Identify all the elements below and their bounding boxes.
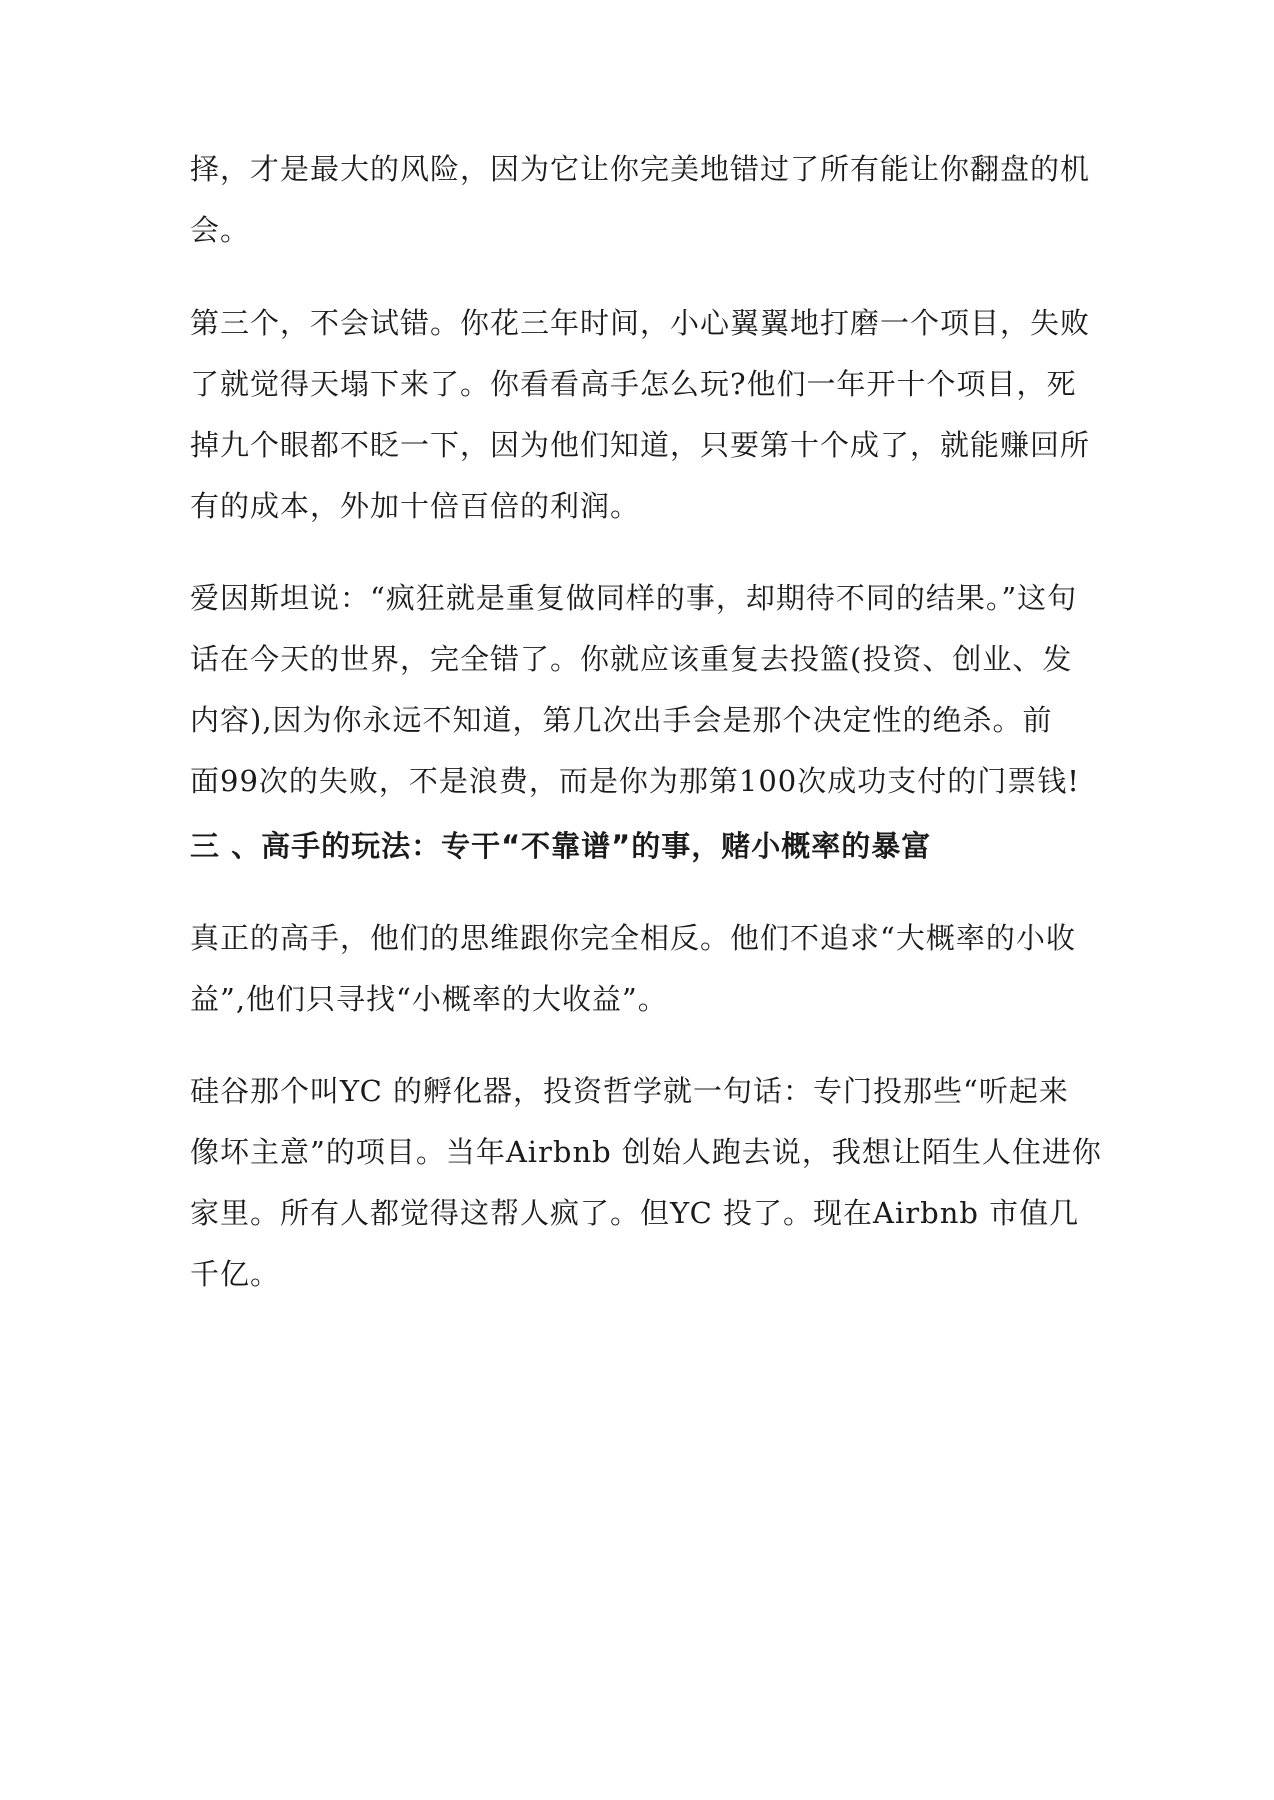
paragraph-1-line-1: 择，才是最大的风险，因为它让你完美地错过了所有能让你翻盘的机: [190, 152, 1091, 186]
paragraph-3-line-2: 话在今天的世界，完全错了。你就应该重复去投篮(投资、创业、发: [190, 642, 1073, 676]
paragraph-4-line-2: 益”,他们只寻找“小概率的大收益”。: [190, 982, 668, 1016]
paragraph-3-line-4: 面99次的失败，不是浪费，而是你为那第100次成功支付的门票钱!: [190, 764, 1080, 798]
paragraph-3-line-1: 爱因斯坦说：“疯狂就是重复做同样的事，却期待不同的结果。”这句: [190, 581, 1078, 615]
paragraph-5-line-4: 千亿。: [190, 1257, 281, 1291]
paragraph-4-line-1: 真正的高手，他们的思维跟你完全相反。他们不追求“大概率的小收: [190, 921, 1076, 955]
paragraph-3-line-3: 内容),因为你永远不知道，第几次出手会是那个决定性的绝杀。前: [190, 703, 1053, 737]
paragraph-5-line-1: 硅谷那个叫YC 的孵化器，投资哲学就一句话：专门投那些“听起来: [190, 1074, 1069, 1108]
paragraph-5-line-3: 家里。所有人都觉得这帮人疯了。但YC 投了。现在Airbnb 市值几: [190, 1196, 1080, 1230]
paragraph-2-line-3: 掉九个眼都不眨一下，因为他们知道，只要第十个成了，就能赚回所: [190, 428, 1091, 462]
paragraph-2-line-2: 了就觉得天塌下来了。你看看高手怎么玩?他们一年开十个项目，死: [190, 367, 1077, 401]
section-heading: 三 、高手的玩法：专干“不靠谱”的事，赌小概率的暴富: [190, 829, 932, 863]
paragraph-2-line-4: 有的成本，外加十倍百倍的利润。: [190, 489, 641, 523]
paragraph-2-line-1: 第三个，不会试错。你花三年时间，小心翼翼地打磨一个项目，失败: [190, 306, 1091, 340]
paragraph-5-line-2: 像坏主意”的项目。当年Airbnb 创始人跑去说，我想让陌生人住进你: [190, 1135, 1102, 1169]
paragraph-1-line-2: 会。: [190, 213, 251, 247]
